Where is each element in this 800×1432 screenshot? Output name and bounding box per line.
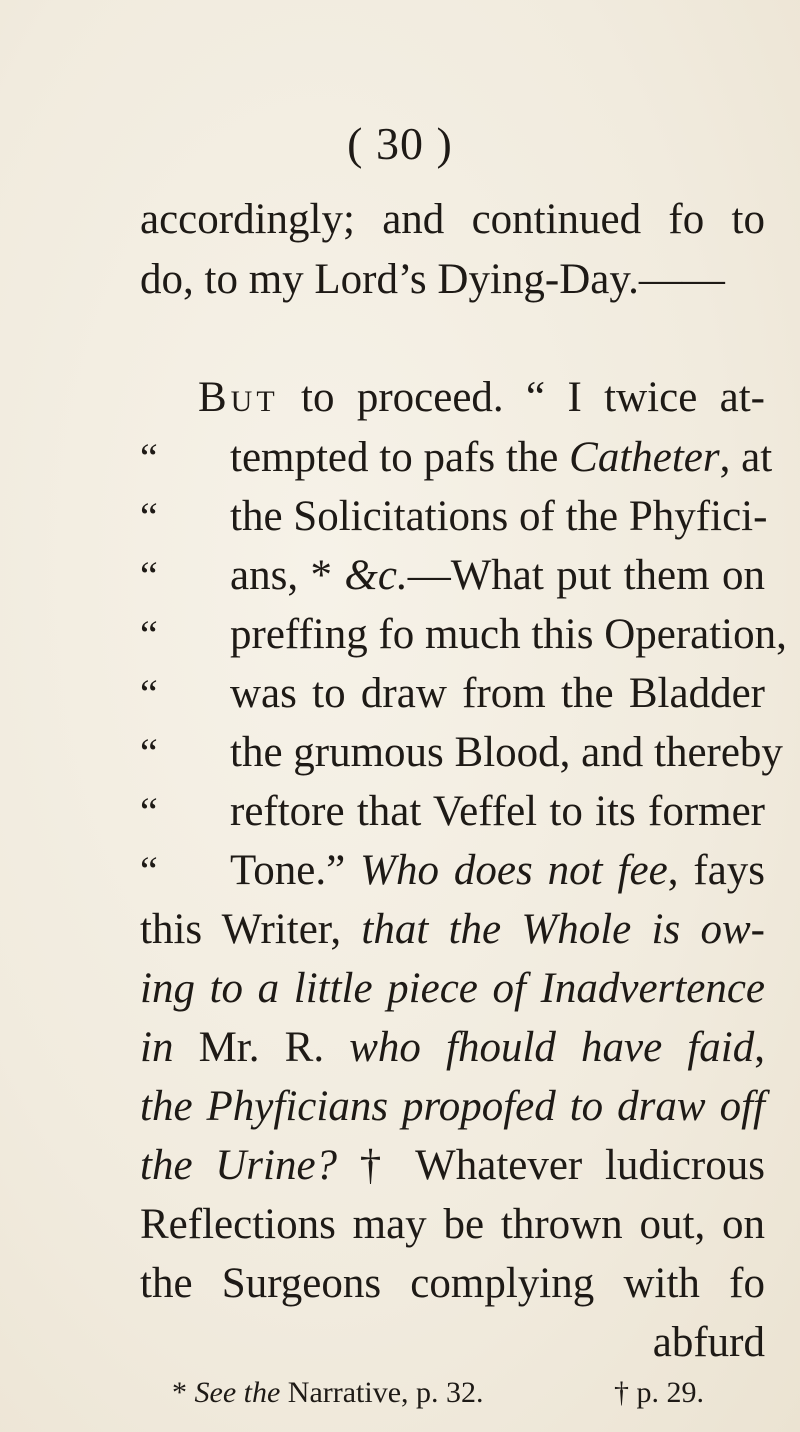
page-number: ( 30 ) — [347, 118, 453, 169]
line-text: , fays — [667, 847, 766, 894]
text-line-10 — [230, 782, 765, 842]
line-text: the grumous Blood, and thereby — [230, 729, 783, 776]
line-text: Mr. R. — [198, 1024, 350, 1071]
text-line-2 — [140, 250, 765, 310]
line-text: † Whatever ludicrous — [337, 1142, 765, 1189]
line-text: was to draw from the Bladder — [230, 670, 765, 717]
italic-text: that the Whole is ow- — [361, 906, 765, 953]
text-line-11 — [230, 841, 765, 901]
text-line-17 — [140, 1195, 765, 1255]
footnote-mark: * — [172, 1376, 187, 1409]
line-text: —What put them on — [407, 552, 765, 599]
quote-mark: “ — [140, 553, 158, 598]
text-line-12 — [140, 900, 765, 960]
line-text: Reflections may be thrown out, on — [140, 1201, 765, 1248]
small-caps-word: But — [198, 374, 279, 421]
italic-text: Who does not fee — [360, 847, 668, 894]
text-line-8 — [230, 664, 765, 724]
line-text: preffing fo much this Operation, — [230, 611, 787, 658]
footnote-right — [614, 1373, 704, 1413]
text-line-1 — [140, 190, 765, 250]
quote-mark: “ — [140, 612, 158, 657]
text-line-3 — [198, 368, 765, 428]
italic-text: the Phyficians propofed to draw off — [140, 1083, 765, 1130]
line-text: , at — [719, 434, 773, 481]
text-line-9 — [230, 723, 783, 783]
footnote-text: Narrative, p. 32. — [280, 1376, 484, 1409]
line-text: this Writer, — [140, 906, 362, 953]
text-line-14 — [140, 1018, 765, 1078]
quote-mark: “ — [140, 730, 158, 775]
text-line-7 — [230, 605, 787, 665]
line-text: do, to my Lord’s Dying-Day.—— — [140, 256, 725, 303]
text-line-16 — [140, 1136, 765, 1196]
text-line-6 — [230, 546, 765, 606]
italic-text: the Urine? — [140, 1142, 338, 1189]
line-text: the Solicitations of the Phyfici- — [230, 493, 768, 540]
line-text: abfurd — [652, 1319, 765, 1366]
quote-mark: “ — [140, 494, 158, 539]
text-line-5 — [230, 487, 768, 547]
line-text: , — [754, 1024, 765, 1071]
quote-mark: “ — [140, 671, 158, 716]
line-text: reftore that Veffel to its former — [230, 788, 765, 835]
line-text: ans, * — [230, 552, 345, 599]
quote-mark: “ — [140, 435, 158, 480]
text-line-4 — [230, 428, 773, 488]
footnote-text: † p. 29. — [614, 1376, 704, 1409]
line-text: tempted to pafs the — [230, 434, 570, 481]
italic-text: Catheter — [569, 434, 720, 481]
text-line-13 — [140, 959, 765, 1019]
italic-text: who fhould have faid — [349, 1024, 755, 1071]
line-text: accordingly; and continued fo to — [140, 196, 765, 243]
quote-mark: “ — [140, 848, 158, 893]
text-line-15 — [140, 1077, 765, 1137]
catchword — [140, 1313, 765, 1373]
line-text: to proceed. “ I twice at- — [278, 374, 765, 421]
italic-text: in — [140, 1024, 199, 1071]
italic-text: &c. — [344, 552, 408, 599]
line-text: Tone.” — [230, 847, 361, 894]
footnote-left — [172, 1373, 484, 1413]
text-line-18 — [140, 1254, 765, 1314]
quote-mark: “ — [140, 789, 158, 834]
italic-text: ing to a little piece of Inadvertence — [140, 965, 765, 1012]
line-text: the Surgeons complying with fo — [140, 1260, 765, 1307]
italic-text: See the — [194, 1376, 281, 1409]
